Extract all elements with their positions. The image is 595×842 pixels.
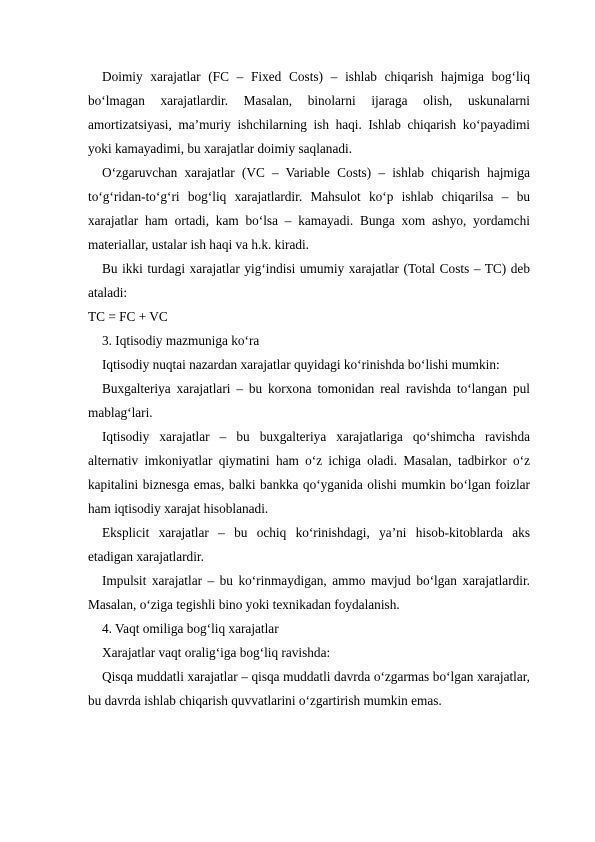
section-heading-economic-content: 3. Iqtisodiy mazmuniga ko‘ra — [102, 333, 260, 348]
paragraph-short-term-costs: Qisqa muddatli xarajatlar – qisqa muddatli davrda o‘zgarmas bo‘lgan xarajatlar, bu davrda ishlab chiqarish quvvatlarini o‘zgartirish mumkin emas. — [88, 669, 530, 708]
paragraph-variable-costs: O‘zgaruvchan xarajatlar (VC – Variable Costs) – ishlab chiqarish hajmiga to‘g‘ridan-to‘g‘ri bog‘liq xarajatlardir. Mahsulot ko‘p ishlab chiqarilsa – bu xarajatlar ham ortadi, kam bo‘lsa – kamayadi. Bunga xom ashyo, yordamchi materiallar, ustalar ish haqi va h.k. kiradi. — [88, 165, 530, 252]
formula-total-costs: TC = FC + VC — [88, 309, 168, 324]
paragraph-economic-view: Iqtisodiy nuqtai nazardan xarajatlar quyidagi ko‘rinishda bo‘lishi mumkin: — [102, 357, 500, 372]
section-heading-time-factor: 4. Vaqt omiliga bog‘liq xarajatlar — [102, 621, 279, 636]
paragraph-accounting-costs: Buxgalteriya xarajatlari – bu korxona tomonidan real ravishda to‘langan pul mablag‘lari. — [88, 381, 530, 420]
paragraph-total-costs: Bu ikki turdagi xarajatlar yig‘indisi umumiy xarajatlar (Total Costs – TC) deb ataladi: — [88, 261, 530, 300]
paragraph-explicit-costs: Eksplicit xarajatlar – bu ochiq ko‘rinishdagi, ya’ni hisob-kitoblarda aks etadigan xarajatlardir. — [88, 525, 530, 564]
document-page — [88, 65, 530, 713]
paragraph-time-intro: Xarajatlar vaqt oralig‘iga bog‘liq ravishda: — [102, 645, 331, 660]
paragraph-economic-costs: Iqtisodiy xarajatlar – bu buxgalteriya xarajatlariga qo‘shimcha ravishda alternativ imkoniyatlar qiymatini ham o‘z ichiga oladi. Masalan, tadbirkor o‘z kapitalini biznesga emas, balki bankka qo‘yganida olishi mumkin bo‘lgan foizlar ham iqtisodiy xarajat hisoblanadi. — [88, 429, 530, 516]
paragraph-fixed-costs: Doimiy xarajatlar (FC – Fixed Costs) – ishlab chiqarish hajmiga bog‘liq bo‘lmagan xarajatlardir. Masalan, binolarni ijaraga olish, uskunalarni amortizatsiyasi, ma’muriy ishchilarning ish haqi. Ishlab chiqarish ko‘payadimi yoki kamayadimi, bu xarajatlar doimiy saqlanadi. — [88, 69, 530, 156]
paragraph-implicit-costs: Impulsit xarajatlar – bu ko‘rinmaydigan, ammo mavjud bo‘lgan xarajatlardir. Masalan, o‘ziga tegishli bino yoki texnikadan foydalanish. — [88, 573, 530, 612]
